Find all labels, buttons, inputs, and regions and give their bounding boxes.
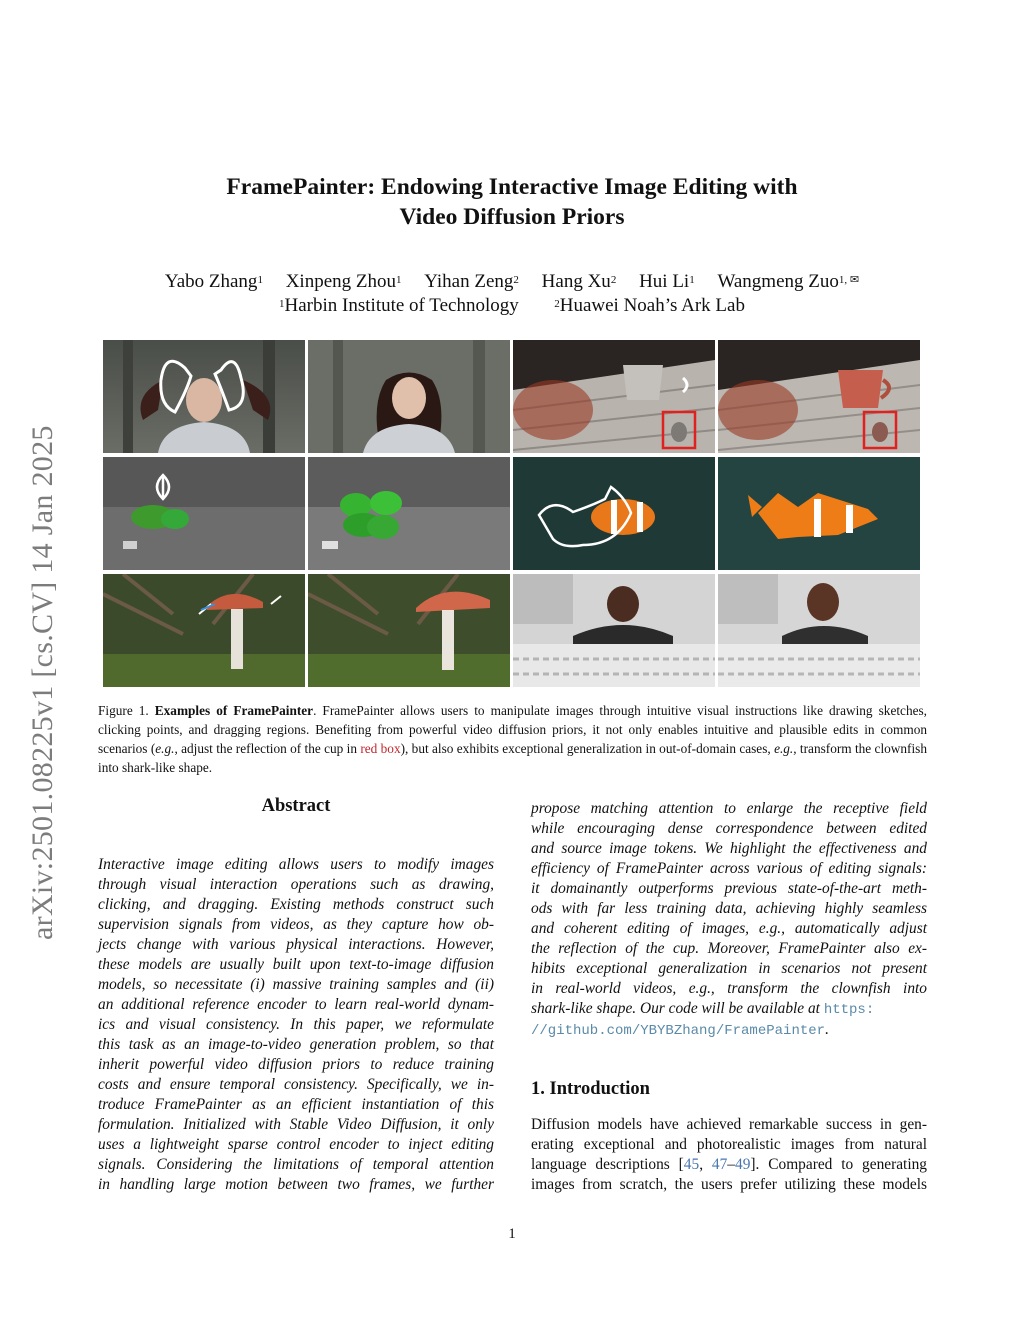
abstract-heading: Abstract: [261, 796, 331, 816]
clownfish-edited-image: [718, 457, 920, 570]
title-line-1: FramePainter: Endowing Interactive Image Editing with: [226, 174, 798, 200]
affiliation: $^2$Huawei Noah’s Ark Lab: [554, 295, 745, 316]
girl-hair-source-image: [103, 340, 305, 453]
page-number: 1: [508, 1226, 516, 1242]
arxiv-identifier: arXiv:2501.08225v1 [cs.CV] 14 Jan 2025: [26, 425, 59, 940]
figure-1-image-grid: [103, 340, 922, 686]
affiliation-list: [0, 294, 1024, 318]
introduction-heading: 1. Introduction: [531, 1079, 650, 1099]
author: Wangmeng Zuo$^{1, ✉}$: [717, 271, 860, 292]
paper-title: [0, 172, 1024, 232]
sprout-source-image: [103, 457, 305, 570]
cup-reflection-edited-image: [718, 340, 920, 453]
introduction-text: Diffusion models have achieved remarkable success in gen- erating exceptional and photorealistic images from natural language descriptions [45, 47–49]. Compared to generating images from scratch, the users prefer utilizing these models: [531, 1116, 927, 1193]
author: Xinpeng Zhou$^1$: [285, 271, 402, 292]
code-url-link[interactable]: https:: [823, 1002, 875, 1018]
author-list: [0, 270, 1024, 294]
affiliation: $^1$Harbin Institute of Technology: [279, 295, 519, 316]
abstract-right-column: propose matching attention to enlarge the receptive field while encouraging dense correspondence between edited and source image tokens. We highlight the effectiveness and efficiency of FramePainter across various of editing signals: it domainantly outperforms previous state-of-the-art meth- ods with far less training data, achieving highly seamless and coherent editing of images, e.g., automatically adjust the reflection of the cup. Moreover, FramePainter also ex- hibits exceptional generalization in scenarios not present in real-world videos, e.g., transform the clownfish into shark-like shape. Our code will be available at https: //github.com/YBYBZhang/FramePainter.: [531, 800, 927, 1039]
girl-hair-edited-image: [308, 340, 510, 453]
citation-link[interactable]: 47: [711, 1156, 728, 1173]
cup-reflection-source-image: [513, 340, 715, 453]
author: Hui Li$^1$: [639, 271, 695, 292]
author: Hang Xu$^2$: [541, 271, 617, 292]
author-block: [0, 270, 1024, 318]
citation-link[interactable]: 49: [735, 1156, 751, 1173]
abstract-left-column: Interactive image editing allows users to modify images through visual interaction operations such as drawing, clicking, and dragging. Existing methods construct such supervision signals from videos, as they capture how ob- jects change with various physical interactions. However, these models are usually built upon text-to-image diffusion models, so necessitate (i) massive training samples and (ii) an additional reference encoder to learn real-world dynam- ics and visual consistency. In this paper, we reformulate this task as an image-to-video generation problem, so that inherit powerful video diffusion priors to reduce training costs and ensure temporal consistency. Specifically, we in- troduce FramePainter as an efficient instantiation of this formulation. Initialized with Stable Video Diffusion, it only uses a lightweight sparse control encoder to inject editing signals. Considering the limitations of temporal attention in handling large motion between two frames, we further: [98, 856, 494, 1193]
figure-caption: Figure 1. Examples of FramePainter. FramePainter allows users to manipulate images through intuitive visual instructions like drawing sketches, clicking points, and dragging regions. Benefiting from powerful video diffusion priors, it not only enables intuitive and plausible edits in common scenarios (e.g., adjust the reflection of the cup in red box), but also exhibits exceptional generalization in out-of-domain cases, e.g., transform the clownfish into shark-like shape.: [98, 703, 927, 775]
author: Yihan Zeng$^2$: [424, 271, 519, 292]
portrait-edited-image: [718, 574, 920, 687]
author: Yabo Zhang$^1$: [164, 271, 263, 292]
citation-link[interactable]: 45: [683, 1156, 700, 1173]
mushroom-edited-image: [308, 574, 510, 687]
portrait-source-image: [513, 574, 715, 687]
mushroom-source-image: [103, 574, 305, 687]
red-box-reference: red box: [360, 741, 401, 756]
title-line-2: Video Diffusion Priors: [399, 204, 625, 230]
sprout-edited-image: [308, 457, 510, 570]
clownfish-source-image: [513, 457, 715, 570]
code-url-link-continued[interactable]: //github.com/YBYBZhang/FramePainter: [531, 1023, 826, 1039]
